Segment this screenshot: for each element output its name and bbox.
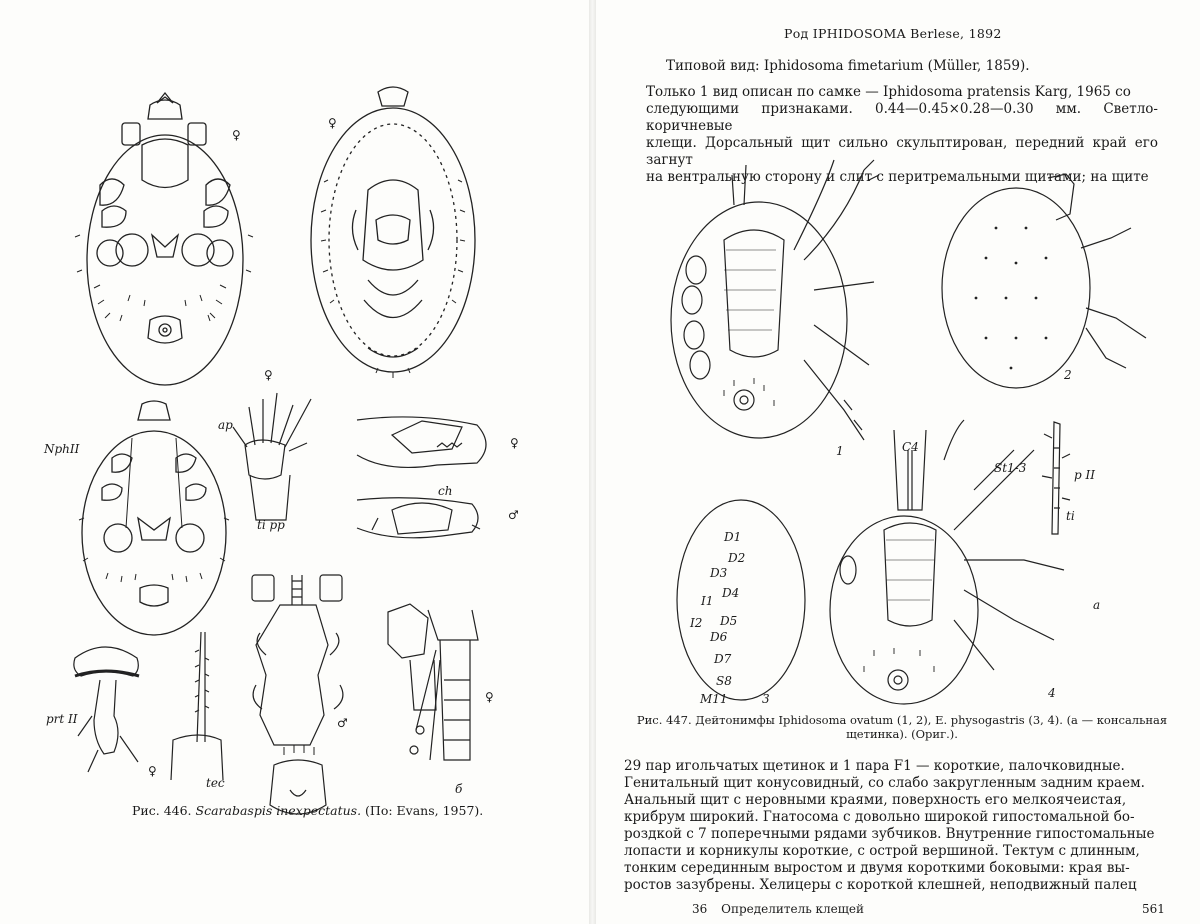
label-nph: NphII: [44, 442, 80, 456]
running-header: Род IPHIDOSOMA Berlese, 1892: [784, 26, 1002, 41]
label-ap: ap: [218, 418, 233, 432]
seta-m11: M11: [700, 692, 728, 706]
label-tec: tec: [206, 776, 225, 790]
body-paragraph: [624, 758, 1176, 894]
sex-symbol-female: ♀: [485, 690, 494, 704]
seta-i2: I2: [690, 616, 703, 630]
figure-number-4: 4: [1048, 686, 1056, 700]
figure-chelicera: [352, 405, 502, 569]
type-species-line: Типовой вид: Iphidosoma fimetarium (Müller, 1859).: [666, 58, 1030, 74]
figure-447-3: [671, 492, 821, 711]
label-prt: prt II: [46, 712, 78, 726]
left-page: [0, 0, 590, 924]
signature-number: 36: [692, 902, 708, 916]
caption-line: Рис. 447. Дейтонимфы Iphidosoma ovatum (1, 2), E. physogastris (3, 4). (a — консальная: [636, 713, 1168, 727]
figure-447-caption: [624, 713, 1180, 741]
label-c4: C4: [902, 440, 919, 454]
caption-prefix: Рис. 446.: [132, 803, 192, 818]
intro-line: Только 1 вид описан по самке — Iphidosoma pratensis Karg, 1965 со: [646, 84, 1131, 100]
label-ti-pp: ti pp: [257, 518, 285, 532]
body-line: ростов зазубрены. Хелицеры с короткой клешней, неподвижный палец: [624, 877, 1137, 893]
label-p-ii: p II: [1074, 468, 1095, 482]
figure-pedipalp: [225, 385, 325, 529]
caption-source: (По: Evans, 1957).: [365, 803, 484, 818]
caption-line: щетинка). (Ориг.).: [846, 727, 958, 741]
body-line: роздкой с 7 поперечными рядами зубчиков. Внутренние гипостомальные: [624, 826, 1155, 842]
sex-symbol-female: ♀: [264, 368, 273, 382]
body-line: 29 пар игольчатых щетинок и 1 пара F1 — короткие, палочковидные.: [624, 758, 1125, 774]
body-line: Генитальный щит конусовидный, со слабо закругленным задним краем.: [624, 775, 1145, 791]
right-page: [596, 0, 1200, 924]
seta-d6: D6: [710, 630, 728, 644]
seta-i1: I1: [701, 594, 714, 608]
figure-leg-tarsus: [380, 600, 500, 784]
figure-tectum: [165, 630, 225, 784]
seta-d2: D2: [728, 551, 746, 565]
label-ch: ch: [438, 484, 453, 498]
body-line: тонким серединным выростом и двумя короткими боковыми: края вы-: [624, 860, 1130, 876]
seta-d4: D4: [722, 586, 740, 600]
caption-species: Scarabaspis inexpectatus.: [195, 803, 362, 818]
sex-symbol-female: ♀: [510, 436, 519, 450]
intro-line: следующими признаками. 0.44—0.45×0.28—0.30 мм. Светло-коричневые: [646, 101, 1158, 134]
figure-447-1: [664, 150, 894, 454]
intro-line: на вентральную сторону и слит с перитремальными щитами; на щите: [646, 169, 1149, 185]
sex-symbol-male: ♂: [508, 508, 519, 522]
seta-d7: D7: [714, 652, 732, 666]
seta-d1: D1: [724, 530, 742, 544]
figure-ventral-nymph: [72, 398, 237, 642]
figure-dorsal-female: [298, 80, 488, 384]
sex-symbol-female: ♀: [148, 764, 157, 778]
figure-447-2: [936, 168, 1156, 402]
body-line: крибрум широкий. Гнатосома с довольно широкой гипостомальной бо-: [624, 809, 1135, 825]
label-b: б: [455, 782, 463, 796]
figure-peritreme: [70, 640, 145, 779]
figure-number-3: 3: [762, 692, 770, 706]
figure-446-caption: [132, 803, 483, 818]
body-line: лопасти и корникулы короткие, с острой вершиной. Тектум с длинным,: [624, 843, 1140, 859]
figure-number-2: 2: [1064, 368, 1072, 382]
label-st: St1-3: [994, 461, 1027, 475]
sex-symbol-female: ♀: [328, 116, 337, 130]
seta-s8: S8: [716, 674, 732, 688]
intro-line: клещи. Дорсальный щит сильно скульптирован, передний край его загнут: [646, 135, 1158, 168]
sex-symbol-male: ♂: [337, 716, 348, 730]
figure-number-1: 1: [836, 444, 844, 458]
seta-d5: D5: [720, 614, 738, 628]
label-ti: ti: [1066, 509, 1075, 523]
page-number: 561: [1142, 902, 1165, 916]
footer-signature: [692, 902, 864, 916]
body-line: Анальный щит с неровными краями, поверхность его мелкоячеистая,: [624, 792, 1127, 808]
seta-d3: D3: [710, 566, 728, 580]
sex-symbol-female: ♀: [232, 128, 241, 142]
signature-title: Определитель клещей: [721, 902, 865, 916]
book-gutter: [589, 0, 596, 924]
label-a: a: [1093, 598, 1101, 612]
